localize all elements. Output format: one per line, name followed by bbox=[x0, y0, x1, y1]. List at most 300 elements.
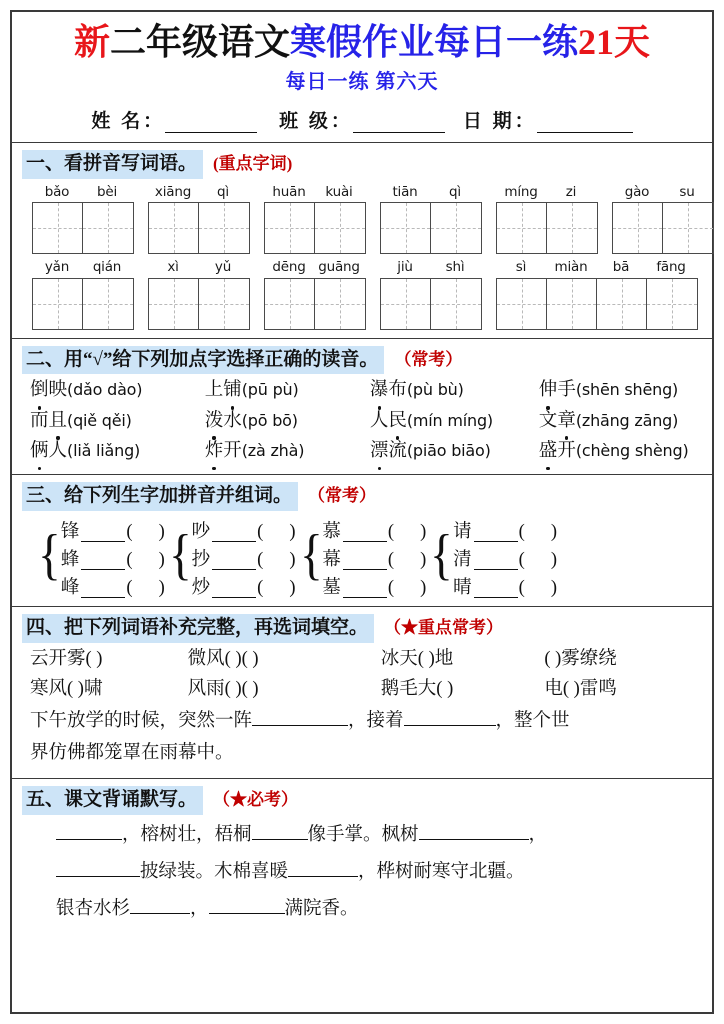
word-suffix: 开 bbox=[223, 440, 242, 461]
pinyin-label: shì bbox=[445, 259, 465, 276]
tianzige-cell[interactable] bbox=[149, 203, 199, 253]
name-label: 姓 名： bbox=[91, 110, 166, 132]
recite-text-3a: 银杏水杉 bbox=[56, 898, 131, 919]
word-group bbox=[264, 183, 366, 255]
target-character: 清 bbox=[453, 550, 472, 571]
tianzige-cell[interactable] bbox=[381, 279, 431, 329]
tianzige-cell[interactable] bbox=[647, 279, 697, 329]
tianzige-cell[interactable] bbox=[547, 279, 597, 329]
title-part-new: 新 bbox=[73, 22, 110, 62]
pinyin-choice-item[interactable] bbox=[205, 376, 370, 405]
word-paren-open: ( bbox=[387, 550, 395, 571]
pinyin-blank[interactable] bbox=[343, 584, 387, 598]
recite-blank-4[interactable] bbox=[56, 862, 140, 877]
word-group bbox=[380, 183, 482, 255]
pinyin-row bbox=[148, 258, 250, 278]
section-5-head bbox=[22, 785, 702, 815]
pinyin-row bbox=[380, 258, 482, 278]
pinyin-blank[interactable] bbox=[474, 556, 518, 570]
word-suffix: 流 bbox=[388, 440, 407, 461]
pinyin-row bbox=[496, 258, 698, 278]
idiom-prefix: 微风 bbox=[187, 648, 225, 669]
title-block bbox=[12, 12, 712, 96]
idiom-blank[interactable]: ( ) bbox=[544, 648, 562, 669]
page-subtitle: 每日一练 第六天 bbox=[285, 70, 439, 93]
tianzige-box-group[interactable] bbox=[148, 202, 250, 254]
tianzige-cell[interactable] bbox=[381, 203, 431, 253]
pinyin-blank[interactable] bbox=[343, 528, 387, 542]
word-paren-close: ) bbox=[550, 578, 557, 599]
pinyin-label: qián bbox=[92, 259, 122, 276]
pinyin-row bbox=[148, 183, 250, 203]
recite-line-1 bbox=[56, 817, 702, 854]
pinyin-label: yǎn bbox=[44, 259, 70, 276]
recite-blank-5[interactable] bbox=[288, 862, 358, 877]
word-paren-close: ) bbox=[420, 522, 427, 543]
tianzige-box-group[interactable] bbox=[264, 202, 366, 254]
tianzige-cell[interactable] bbox=[265, 203, 315, 253]
fill-text-3: ，整个世 bbox=[495, 711, 570, 732]
idiom-prefix: 电 bbox=[544, 678, 563, 699]
word-suffix: 人 bbox=[48, 440, 68, 461]
section-4-tag: （★重点常考） bbox=[384, 617, 504, 637]
recite-text-3c: 满院香。 bbox=[284, 898, 359, 919]
word-group bbox=[32, 258, 134, 330]
section-3-head bbox=[22, 481, 702, 511]
target-character: 蜂 bbox=[60, 550, 80, 571]
pinyin-label: míng bbox=[504, 183, 538, 200]
tianzige-cell[interactable] bbox=[149, 279, 199, 329]
pinyin-options[interactable]: (pù bù) bbox=[406, 380, 464, 400]
pinyin-blank[interactable] bbox=[343, 556, 387, 570]
tianzige-box-group[interactable] bbox=[496, 202, 598, 254]
section-4-title: 四、把下列词语补充完整，再选词填空。 bbox=[22, 614, 374, 643]
character-brace-group bbox=[298, 514, 427, 598]
idiom-blank[interactable]: ( ) bbox=[436, 678, 454, 699]
dotted-character: 民 bbox=[388, 407, 407, 436]
word-prefix: 文 bbox=[538, 410, 558, 431]
word-suffix: 水 bbox=[223, 410, 242, 431]
pinyin-label: qì bbox=[449, 183, 461, 200]
target-character: 峰 bbox=[60, 578, 80, 599]
date-label: 日 期： bbox=[462, 110, 537, 132]
tianzige-cell[interactable] bbox=[265, 279, 315, 329]
section-5 bbox=[12, 778, 712, 936]
idiom-blank[interactable]: ( ) bbox=[417, 648, 435, 669]
pinyin-grid-row-1 bbox=[22, 183, 702, 255]
dotted-character: 铺 bbox=[223, 376, 242, 405]
tianzige-cell[interactable] bbox=[83, 203, 133, 253]
tianzige-cell[interactable] bbox=[199, 279, 249, 329]
pinyin-label: huān bbox=[272, 183, 306, 200]
word-group bbox=[496, 258, 698, 330]
date-field[interactable] bbox=[463, 106, 633, 133]
brace-rows bbox=[192, 514, 296, 598]
target-character: 炒 bbox=[191, 578, 211, 599]
tianzige-cell[interactable] bbox=[497, 203, 547, 253]
pinyin-options[interactable]: (mín míng) bbox=[406, 410, 493, 430]
curly-brace-icon: { bbox=[38, 523, 61, 586]
tianzige-cell[interactable] bbox=[315, 279, 365, 329]
brace-rows bbox=[61, 514, 165, 598]
recite-blank-1[interactable] bbox=[56, 825, 122, 840]
dotted-character: 盛 bbox=[539, 437, 558, 466]
pinyin-options[interactable]: (piāo biāo) bbox=[406, 440, 491, 460]
pinyin-label: miàn bbox=[554, 259, 588, 276]
pinyin-blank[interactable] bbox=[212, 528, 256, 542]
section-1-head bbox=[22, 149, 702, 179]
pinyin-label: qì bbox=[217, 183, 229, 200]
word-group bbox=[148, 258, 250, 330]
pinyin-label: su bbox=[679, 183, 695, 200]
pinyin-blank[interactable] bbox=[474, 528, 518, 542]
target-character: 慕 bbox=[322, 522, 341, 543]
tianzige-cell[interactable] bbox=[497, 279, 547, 329]
target-character: 幕 bbox=[322, 550, 341, 571]
word-paren-open: ( bbox=[126, 522, 133, 543]
pinyin-options[interactable]: (zhāng zāng) bbox=[575, 410, 679, 430]
brace-line bbox=[322, 570, 426, 598]
section-2 bbox=[12, 338, 712, 474]
tianzige-cell[interactable] bbox=[315, 203, 365, 253]
pinyin-options[interactable]: (shēn shēng) bbox=[575, 380, 679, 400]
word-paren-close: ) bbox=[420, 578, 427, 599]
target-character: 锋 bbox=[60, 522, 80, 543]
recite-blank-2[interactable] bbox=[252, 825, 308, 840]
word-paren-open: ( bbox=[257, 550, 264, 571]
tianzige-cell[interactable] bbox=[547, 203, 597, 253]
pinyin-label: kuài bbox=[325, 183, 353, 200]
word-prefix: 而 bbox=[30, 410, 49, 431]
title-part-winter: 寒假作业每日一练 bbox=[290, 22, 579, 62]
idiom-prefix: 云开雾 bbox=[30, 648, 86, 669]
section-1-title: 一、看拼音写词语。 bbox=[22, 150, 203, 179]
idiom-prefix: 鹅毛大 bbox=[380, 678, 437, 699]
tianzige-box-group[interactable] bbox=[32, 202, 134, 254]
dotted-character: 泼 bbox=[205, 407, 224, 436]
character-brace-group bbox=[428, 514, 557, 598]
dotted-character: 瀑 bbox=[370, 376, 389, 405]
brace-rows bbox=[322, 514, 426, 598]
curly-brace-icon: { bbox=[299, 523, 323, 586]
brace-line bbox=[61, 542, 165, 570]
pinyin-label: jiù bbox=[397, 259, 413, 276]
pinyin-label: dēng bbox=[272, 259, 306, 276]
character-brace-groups bbox=[22, 514, 702, 598]
pinyin-row bbox=[380, 183, 482, 203]
pinyin-choice-row bbox=[22, 376, 702, 405]
pinyin-row bbox=[32, 258, 134, 278]
recitation-block bbox=[22, 817, 702, 928]
word-paren-open: ( bbox=[387, 522, 395, 543]
word-paren-close: ) bbox=[158, 578, 165, 599]
pinyin-blank[interactable] bbox=[81, 584, 125, 598]
recite-text-1b: 像手掌。枫树 bbox=[307, 824, 419, 845]
recite-text-1c: ， bbox=[528, 824, 548, 845]
pinyin-choice-item[interactable] bbox=[539, 437, 702, 466]
idiom-item[interactable] bbox=[544, 645, 702, 675]
word-prefix: 上 bbox=[204, 380, 224, 401]
pinyin-label: yǔ bbox=[214, 259, 232, 276]
idiom-suffix: 雾缭绕 bbox=[561, 648, 617, 669]
word-paren-open: ( bbox=[257, 522, 264, 543]
brace-line bbox=[322, 514, 426, 542]
dotted-character: 且 bbox=[49, 407, 68, 436]
section-3-tag: （常考） bbox=[308, 486, 377, 506]
section-3-title: 三、给下列生字加拼音并组词。 bbox=[22, 482, 298, 511]
recite-blank-7[interactable] bbox=[209, 899, 285, 914]
pinyin-choice-item[interactable] bbox=[539, 376, 702, 405]
pinyin-options[interactable]: (pū pù) bbox=[241, 380, 299, 400]
brace-line bbox=[61, 570, 165, 598]
word-paren-open: ( bbox=[518, 578, 525, 599]
pinyin-row bbox=[496, 183, 598, 203]
idiom-item[interactable] bbox=[188, 645, 381, 675]
recite-text-2b: ，桦树耐寒守北疆。 bbox=[358, 861, 525, 882]
curly-brace-icon: { bbox=[168, 523, 192, 586]
pinyin-choice-row bbox=[22, 407, 702, 436]
brace-line bbox=[453, 542, 557, 570]
tianzige-box-group[interactable] bbox=[264, 278, 366, 330]
pinyin-label: xiāng bbox=[154, 183, 192, 200]
dotted-character: 伸 bbox=[539, 376, 558, 405]
pinyin-choice-item[interactable] bbox=[370, 407, 539, 436]
student-info-row bbox=[12, 96, 712, 142]
pinyin-choice-item[interactable] bbox=[205, 407, 370, 436]
name-input-rule[interactable] bbox=[165, 118, 257, 133]
idiom-suffix: 啸 bbox=[83, 678, 103, 699]
dotted-character: 漂 bbox=[370, 437, 389, 466]
brace-rows bbox=[453, 514, 557, 598]
word-paren-close: ) bbox=[289, 522, 296, 543]
idiom-row bbox=[22, 645, 702, 675]
recite-text-3b: ， bbox=[190, 898, 209, 919]
target-character: 请 bbox=[453, 522, 472, 543]
tianzige-box-group[interactable] bbox=[380, 278, 482, 330]
pinyin-options[interactable]: (chèng shèng) bbox=[575, 440, 689, 460]
tianzige-box-group[interactable] bbox=[380, 202, 482, 254]
pinyin-choice-item[interactable] bbox=[30, 407, 205, 436]
target-character: 晴 bbox=[453, 578, 472, 599]
pinyin-options[interactable]: (zà zhà) bbox=[241, 440, 305, 460]
pinyin-row bbox=[264, 183, 366, 203]
character-brace-group bbox=[167, 514, 296, 598]
pinyin-row bbox=[264, 258, 366, 278]
pinyin-choice-item[interactable] bbox=[30, 437, 205, 466]
word-paren-open: ( bbox=[257, 578, 264, 599]
name-field[interactable] bbox=[91, 106, 279, 133]
pinyin-choice-list bbox=[22, 376, 702, 466]
word-group bbox=[380, 258, 482, 330]
idiom-blank[interactable]: ( ) bbox=[67, 678, 84, 699]
recite-line-3 bbox=[56, 891, 702, 928]
pinyin-label: tiān bbox=[392, 183, 418, 200]
fill-text-2: ，接着 bbox=[348, 711, 404, 732]
recite-blank-3[interactable] bbox=[419, 825, 529, 840]
page-frame bbox=[10, 10, 714, 1014]
word-paren-close: ) bbox=[550, 522, 557, 543]
curly-brace-icon: { bbox=[430, 523, 454, 586]
word-paren-close: ) bbox=[550, 550, 557, 571]
pinyin-options[interactable]: (liǎ liǎng) bbox=[67, 440, 141, 460]
word-suffix: 布 bbox=[388, 380, 407, 401]
word-group bbox=[148, 183, 250, 255]
brace-line bbox=[322, 542, 426, 570]
word-paren-open: ( bbox=[387, 578, 395, 599]
pinyin-options[interactable]: (qiě qěi) bbox=[67, 410, 132, 430]
idiom-list bbox=[22, 645, 702, 705]
recite-blank-6[interactable] bbox=[130, 899, 190, 914]
target-character: 抄 bbox=[191, 550, 211, 571]
tianzige-cell[interactable] bbox=[33, 279, 83, 329]
pinyin-label: gào bbox=[624, 183, 650, 200]
pinyin-row bbox=[612, 183, 714, 203]
pinyin-label: guāng bbox=[318, 259, 360, 276]
pinyin-choice-row bbox=[22, 437, 702, 466]
dotted-character: 炸 bbox=[205, 437, 224, 466]
idiom-prefix: 风雨 bbox=[187, 678, 225, 699]
title-part-grade: 二年级语文 bbox=[109, 22, 290, 62]
fill-blank-2[interactable] bbox=[404, 711, 496, 726]
idiom-suffix: 雷鸣 bbox=[579, 678, 617, 699]
word-suffix: 手 bbox=[557, 380, 576, 401]
word-paren-open: ( bbox=[126, 550, 133, 571]
word-suffix: 映 bbox=[48, 380, 68, 401]
pinyin-choice-item[interactable] bbox=[205, 437, 370, 466]
tianzige-cell[interactable] bbox=[597, 279, 647, 329]
word-prefix: 人 bbox=[369, 410, 389, 431]
class-input-rule[interactable] bbox=[353, 118, 445, 133]
recite-line-2 bbox=[56, 854, 702, 891]
brace-line bbox=[61, 514, 165, 542]
section-2-title: 二、用“√”给下列加点字选择正确的读音。 bbox=[22, 346, 384, 375]
word-paren-close: ) bbox=[158, 550, 165, 571]
word-paren-close: ) bbox=[289, 578, 296, 599]
pinyin-blank[interactable] bbox=[81, 528, 125, 542]
pinyin-row bbox=[32, 183, 134, 203]
section-4 bbox=[12, 606, 712, 778]
pinyin-label: bā bbox=[612, 259, 630, 276]
idiom-suffix: 地 bbox=[434, 648, 454, 669]
tianzige-box-group[interactable] bbox=[148, 278, 250, 330]
pinyin-label: zi bbox=[565, 183, 577, 200]
pinyin-blank[interactable] bbox=[474, 584, 518, 598]
idiom-item[interactable] bbox=[188, 675, 381, 705]
word-paren-open: ( bbox=[518, 550, 525, 571]
brace-line bbox=[192, 514, 296, 542]
target-character: 吵 bbox=[191, 522, 211, 543]
pinyin-label: sì bbox=[515, 259, 527, 276]
idiom-item[interactable] bbox=[30, 645, 188, 675]
idiom-item[interactable] bbox=[544, 675, 702, 705]
idiom-item[interactable] bbox=[30, 675, 188, 705]
pinyin-choice-item[interactable] bbox=[539, 407, 702, 436]
fill-blank-1[interactable] bbox=[252, 711, 348, 726]
class-label: 班 级： bbox=[279, 110, 353, 132]
idiom-blank[interactable]: ( )( ) bbox=[224, 678, 259, 699]
page-title bbox=[12, 22, 712, 64]
tianzige-box-group[interactable] bbox=[496, 278, 698, 330]
word-paren-close: ) bbox=[158, 522, 165, 543]
section-1 bbox=[12, 142, 712, 338]
character-brace-group bbox=[36, 514, 165, 598]
fill-text-4: 界仿佛都笼罩在雨幕中。 bbox=[30, 743, 234, 764]
pinyin-options[interactable]: (dǎo dào) bbox=[67, 380, 143, 400]
dotted-character: 俩 bbox=[30, 437, 49, 466]
word-suffix: 开 bbox=[557, 440, 576, 461]
word-group bbox=[496, 183, 598, 255]
pinyin-blank[interactable] bbox=[212, 556, 256, 570]
recite-text-2a: 披绿装。木棉喜暖 bbox=[140, 861, 289, 882]
class-field[interactable] bbox=[279, 106, 463, 133]
pinyin-label: bèi bbox=[96, 183, 118, 200]
tianzige-cell[interactable] bbox=[199, 203, 249, 253]
date-input-rule[interactable] bbox=[537, 118, 633, 133]
fill-text-1: 下午放学的时候，突然一阵 bbox=[30, 711, 253, 732]
idiom-item[interactable] bbox=[381, 675, 545, 705]
pinyin-blank[interactable] bbox=[81, 556, 125, 570]
word-group bbox=[612, 183, 714, 255]
pinyin-choice-item[interactable] bbox=[370, 437, 539, 466]
fill-in-paragraph bbox=[22, 706, 702, 770]
section-2-tag: （常考） bbox=[394, 349, 463, 369]
tianzige-cell[interactable] bbox=[613, 203, 663, 253]
word-paren-close: ) bbox=[420, 550, 427, 571]
idiom-row bbox=[22, 675, 702, 705]
recite-text-1a: ，榕树壮，梧桐 bbox=[122, 824, 252, 845]
pinyin-choice-item[interactable] bbox=[370, 376, 539, 405]
tianzige-cell[interactable] bbox=[663, 203, 713, 253]
section-5-tag: （★必考） bbox=[213, 790, 299, 810]
target-character: 墓 bbox=[322, 578, 341, 599]
tianzige-cell[interactable] bbox=[431, 203, 481, 253]
tianzige-box-group[interactable] bbox=[32, 278, 134, 330]
section-2-head bbox=[22, 345, 702, 375]
word-paren-open: ( bbox=[126, 578, 133, 599]
dotted-character: 倒 bbox=[30, 376, 49, 405]
idiom-blank[interactable]: ( ) bbox=[85, 648, 103, 669]
section-4-head bbox=[22, 613, 702, 643]
tianzige-cell[interactable] bbox=[83, 279, 133, 329]
brace-line bbox=[453, 514, 557, 542]
word-group bbox=[264, 258, 366, 330]
tianzige-box-group[interactable] bbox=[612, 202, 714, 254]
tianzige-cell[interactable] bbox=[431, 279, 481, 329]
pinyin-options[interactable]: (pō bō) bbox=[241, 410, 298, 430]
section-5-title: 五、课文背诵默写。 bbox=[22, 786, 203, 815]
pinyin-label: fāng bbox=[656, 259, 686, 276]
idiom-blank[interactable]: ( ) bbox=[562, 678, 580, 699]
word-group bbox=[32, 183, 134, 255]
pinyin-blank[interactable] bbox=[212, 584, 256, 598]
pinyin-grid-row-2 bbox=[22, 258, 702, 330]
tianzige-cell[interactable] bbox=[33, 203, 83, 253]
section-3 bbox=[12, 474, 712, 606]
pinyin-choice-item[interactable] bbox=[30, 376, 205, 405]
idiom-blank[interactable]: ( )( ) bbox=[224, 648, 259, 669]
brace-line bbox=[192, 570, 296, 598]
brace-line bbox=[453, 570, 557, 598]
word-paren-close: ) bbox=[289, 550, 296, 571]
brace-line bbox=[192, 542, 296, 570]
title-part-days: 21天 bbox=[578, 22, 651, 62]
word-paren-open: ( bbox=[518, 522, 525, 543]
section-1-tag: (重点字词) bbox=[213, 153, 293, 173]
pinyin-label: xì bbox=[167, 259, 179, 276]
dotted-character: 章 bbox=[557, 407, 576, 436]
idiom-prefix: 冰天 bbox=[380, 648, 418, 669]
idiom-item[interactable] bbox=[381, 645, 545, 675]
